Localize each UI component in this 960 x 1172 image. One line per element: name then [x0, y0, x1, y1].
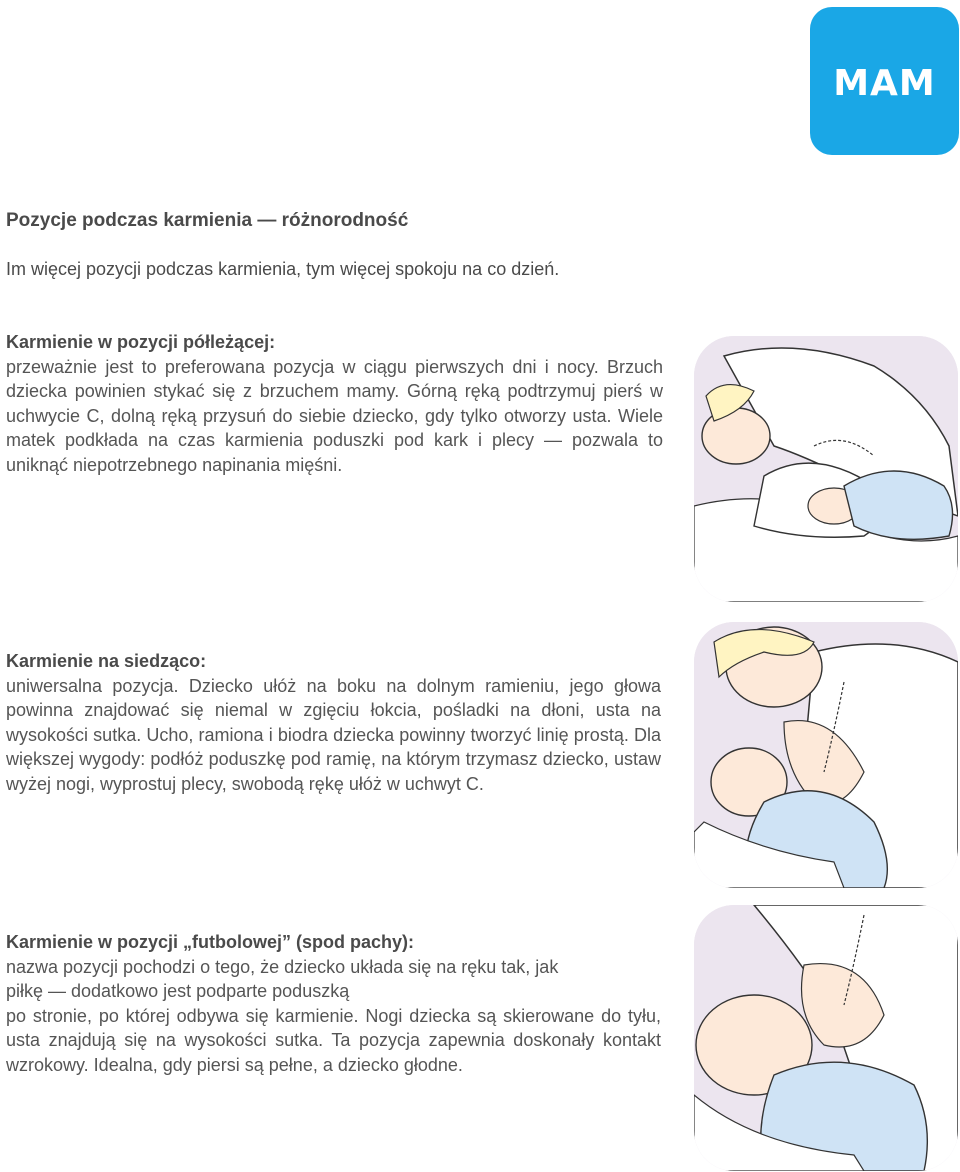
illustration-football	[694, 905, 958, 1171]
section-body-line: po stronie, po której odbywa się karmienie. Nogi dziecka są skierowane do tyłu, usta znajdują się na wysokości sutka. Ta pozycja zapewnia doskonały kontakt wzrokowy. Idealna, gdy piersi są pełne, a dziecko głodne.	[6, 1005, 661, 1075]
illustration-sitting	[694, 622, 958, 888]
section-title: Karmienie na siedząco:	[6, 651, 207, 671]
section-body-line: nazwa pozycji pochodzi o tego, że dziecko układa się na ręku tak, jak	[6, 956, 559, 977]
section-body: uniwersalna pozycja. Dziecko ułóż na boku na dolnym ramieniu, jego głowa powinna znajdować się niemal w zgięciu łokcia, pośladki na dłoni, usta na wysokości sutka. Ucho, ramiona i biodra dziecka powinny tworzyć linię prostą. Dla większej wygody: podłóż poduszkę pod ramię, na którym trzymasz dziecko, ustaw wyżej nogi, wyprostuj plecy, swobodą rękę ułóż w uchwyt C.	[6, 675, 661, 794]
section-reclining	[6, 330, 663, 478]
illustration-reclining	[694, 336, 958, 602]
section-sitting	[6, 649, 661, 797]
section-title: Karmienie w pozycji półleżącej:	[6, 332, 276, 352]
page-title: Pozycje podczas karmienia — różnorodność	[6, 210, 409, 231]
section-body: przeważnie jest to preferowana pozycja w ciągu pierwszych dni i nocy. Brzuch dziecka powinien stykać się z brzuchem mamy. Górną ręką podtrzymuj pierś w uchwycie C, dolną ręką przysuń do siebie dziecko, gdy tylko otworzy usta. Wiele matek podkłada na czas karmienia poduszki pod kark i plecy — pozwala to uniknąć niepotrzebnego napinania mięśni.	[6, 356, 663, 475]
mam-logo	[810, 7, 959, 155]
section-body-line: piłkę — dodatkowo jest podparte poduszką	[6, 981, 350, 1002]
section-title: Karmienie w pozycji „futbolowej” (spod pachy):	[6, 932, 415, 952]
intro-text: Im więcej pozycji podczas karmienia, tym więcej spokoju na co dzień.	[6, 259, 560, 279]
section-football	[6, 930, 661, 1078]
logo-text: MAM	[833, 62, 936, 104]
